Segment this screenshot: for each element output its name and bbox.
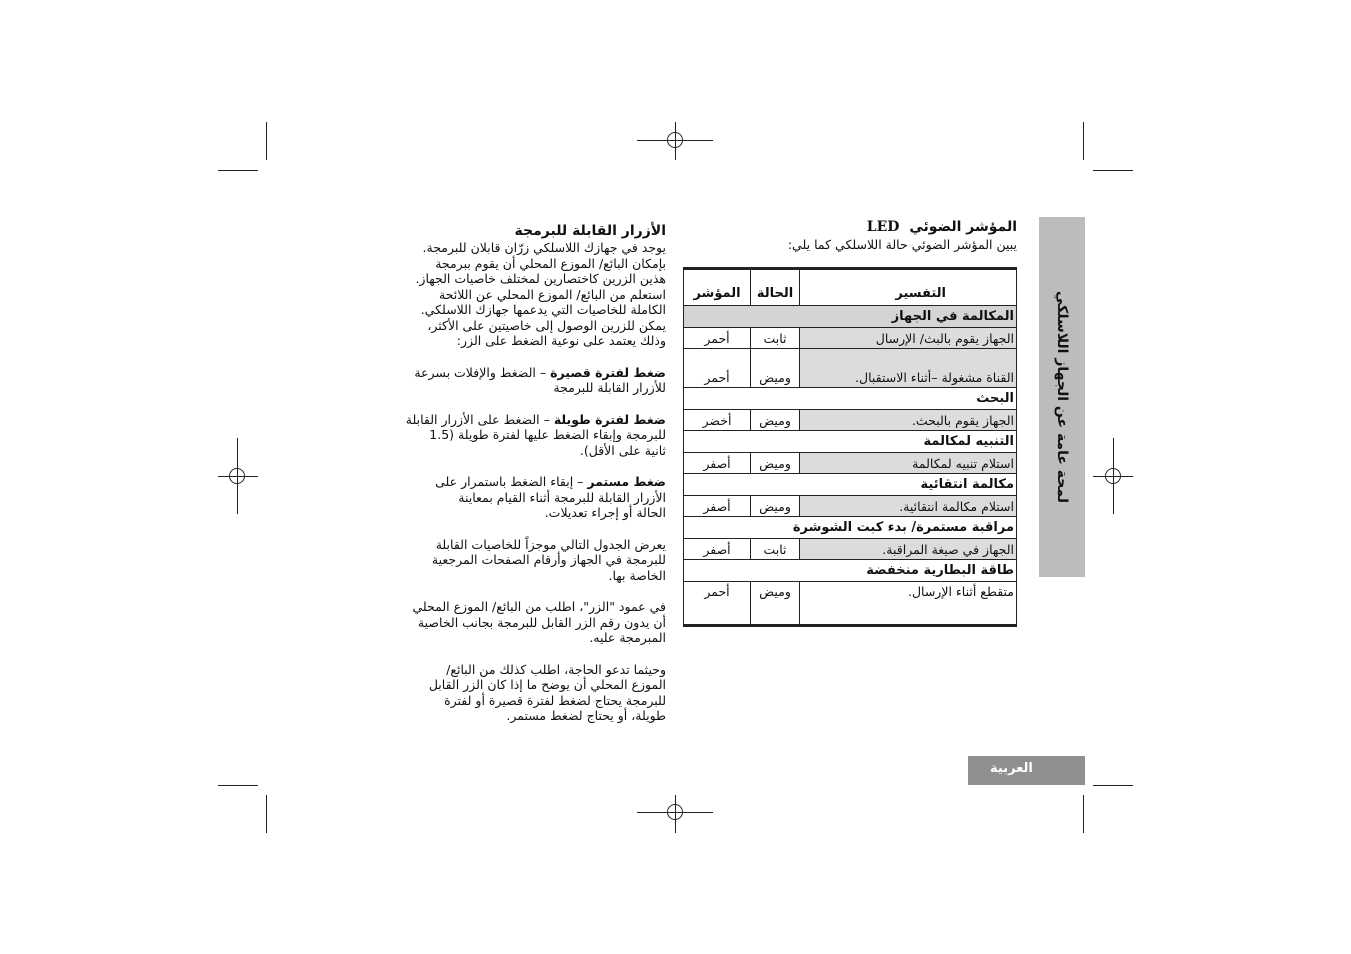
- row-indicator: أصفر: [684, 539, 751, 560]
- crop-mark: [218, 170, 258, 171]
- chapter-side-tab: [1039, 217, 1085, 577]
- definition-text: الحالة أو إجراء تعديلات.: [544, 505, 666, 520]
- led-title: [683, 217, 1017, 237]
- short-press-definition: [332, 365, 666, 381]
- row-state: وميض: [751, 582, 800, 626]
- row-state: وميض: [751, 453, 800, 474]
- table-note-line: الخاصة بها.: [608, 567, 666, 583]
- long-press-definition: [332, 412, 666, 428]
- led-title-latin: LED: [866, 219, 900, 235]
- section-title: الأزرار القابلة للبرمجة: [514, 223, 666, 239]
- row-state: وميض: [751, 496, 800, 517]
- continuous-press-term: ضغط مستمر: [587, 474, 666, 489]
- table-row: [684, 582, 1017, 626]
- led-section: [683, 217, 1017, 253]
- table-section-row: المكالمة في الجهاز: [684, 306, 1017, 328]
- row-indicator: أحمر: [684, 582, 751, 626]
- programmable-buttons-section: [332, 222, 666, 724]
- continuous-press-definition: [332, 474, 666, 490]
- row-indicator: أصفر: [684, 453, 751, 474]
- row-indicator: أحمر: [684, 328, 751, 349]
- row-description: استلام مكالمة انتقائية.: [800, 496, 1017, 517]
- intro-line: يمكن للزرين الوصول إلى خاصيتين على الأكثر،: [427, 317, 666, 333]
- led-title-text: المؤشر الضوئي: [909, 219, 1017, 235]
- intro-line: الكاملة للخاصيات التي يدعمها جهازك اللاسلكي.: [420, 302, 666, 317]
- intro-line: يوجد في جهازك اللاسلكي زرّان قابلان للبرمجة.: [422, 240, 666, 255]
- definition-text: – الضغط والإفلات بسرعة: [414, 364, 547, 380]
- dealer-note-line: وحيثما تدعو الحاجة، اطلب كذلك من البائع/: [446, 661, 666, 677]
- row-description: الجهاز يقوم بالبحث.: [800, 410, 1017, 431]
- row-state: وميض: [751, 349, 800, 388]
- dealer-note-line: للبرمجة يحتاج لضغط لفترة قصيرة أو لفترة: [444, 692, 666, 708]
- table-row: [684, 496, 1017, 517]
- table-section-row: مراقبة مستمرة/ بدء كبت الشوشرة: [684, 517, 1017, 539]
- crop-mark: [1093, 785, 1133, 786]
- language-tab: [968, 756, 1085, 785]
- table-note-line: يعرض الجدول التالي موجزاً للخاصيات القابلة: [435, 536, 666, 552]
- header-description: التفسير: [800, 269, 1017, 306]
- row-description: متقطع أثناء الإرسال.: [800, 582, 1017, 626]
- definition-text: للبرمجة وإبقاء الضغط عليها لفترة طويلة (1.5: [429, 427, 666, 442]
- table-section-row: مكالمة انتقائية: [684, 474, 1017, 496]
- row-state: ثابت: [751, 328, 800, 349]
- button-column-note-line: المبرمجة عليه.: [589, 630, 666, 645]
- crop-mark: [218, 785, 258, 786]
- button-column-note-line: أن يدون رقم الزر القابل للبرمجة بجانب الخاصية: [417, 614, 666, 630]
- row-indicator: أخضر: [684, 410, 751, 431]
- crop-mark: [1093, 170, 1133, 171]
- button-column-note-line: في عمود "الزر"، اطلب من البائع/ الموزع المحلي: [412, 599, 666, 614]
- crop-mark: [266, 795, 267, 833]
- chapter-side-tab-label: لمحة عامة عن الجهاز اللاسلكي: [1054, 290, 1070, 504]
- definition-text: ثانية على الأقل).: [579, 442, 666, 458]
- long-press-term: ضغط لفترة طويلة: [553, 411, 666, 427]
- crop-mark: [1083, 795, 1084, 833]
- definition-text: – إبقاء الضغط باستمرار على: [435, 474, 584, 489]
- header-indicator: المؤشر: [684, 269, 751, 306]
- definition-text: للأزرار القابلة للبرمجة: [553, 380, 666, 395]
- row-description: استلام تنبيه لمكالمة: [800, 453, 1017, 474]
- row-description: القناة مشغولة –أثناء الاستقبال.: [800, 349, 1017, 388]
- row-description: الجهاز في صيغة المراقبة.: [800, 539, 1017, 560]
- dealer-note-line: طويلة، أو يحتاج لضغط مستمر.: [506, 708, 666, 723]
- registration-circle: [667, 804, 683, 820]
- row-state: ثابت: [751, 539, 800, 560]
- table-section-row: التنبيه لمكالمة: [684, 431, 1017, 453]
- intro-line: بإمكان البائع/ الموزع المحلي أن يقوم ببرمجة: [435, 255, 666, 271]
- row-state: وميض: [751, 410, 800, 431]
- table-note-line: للبرمجة في الجهاز وأرقام الصفحات المرجعية: [431, 552, 666, 567]
- crop-mark: [1083, 122, 1084, 160]
- intro-line: استعلم من البائع/ الموزع المحلي عن اللائحة: [438, 286, 666, 302]
- table-row: [684, 453, 1017, 474]
- short-press-term: ضغط لفترة قصيرة: [550, 364, 666, 380]
- table-header-row: [684, 269, 1017, 306]
- row-indicator: أصفر: [684, 496, 751, 517]
- table-section-row: البحث: [684, 388, 1017, 410]
- header-state: الحالة: [751, 269, 800, 306]
- table-row: [684, 410, 1017, 431]
- table-row: [684, 539, 1017, 560]
- definition-text: – الضغط على الأزرار القابلة: [405, 411, 550, 427]
- dealer-note-line: الموزع المحلي أن يوضح ما إذا كان الزر القابل: [428, 677, 666, 692]
- registration-circle: [229, 468, 245, 484]
- intro-line: وذلك يعتمد على نوعية الضغط على الزر:: [456, 333, 666, 348]
- row-description: الجهاز يقوم بالبث/ الإرسال: [800, 328, 1017, 349]
- table-row: [684, 328, 1017, 349]
- led-intro: يبين المؤشر الضوئي حالة اللاسلكي كما يلي:: [787, 237, 1017, 252]
- table-section-row: طاقة البطارية منخفضة: [684, 560, 1017, 582]
- crop-mark: [266, 122, 267, 160]
- registration-circle: [1105, 468, 1121, 484]
- language-tab-label: العربية: [990, 761, 1033, 776]
- table-row: [684, 349, 1017, 388]
- led-status-table: [683, 267, 1017, 627]
- registration-circle: [667, 132, 683, 148]
- row-indicator: أحمر: [684, 349, 751, 388]
- definition-text: الأزرار القابلة للبرمجة أثناء القيام بمعاينة: [458, 489, 666, 505]
- intro-line: هذين الزرين كاختصارين لمختلف خاصيات الجهاز.: [415, 271, 666, 286]
